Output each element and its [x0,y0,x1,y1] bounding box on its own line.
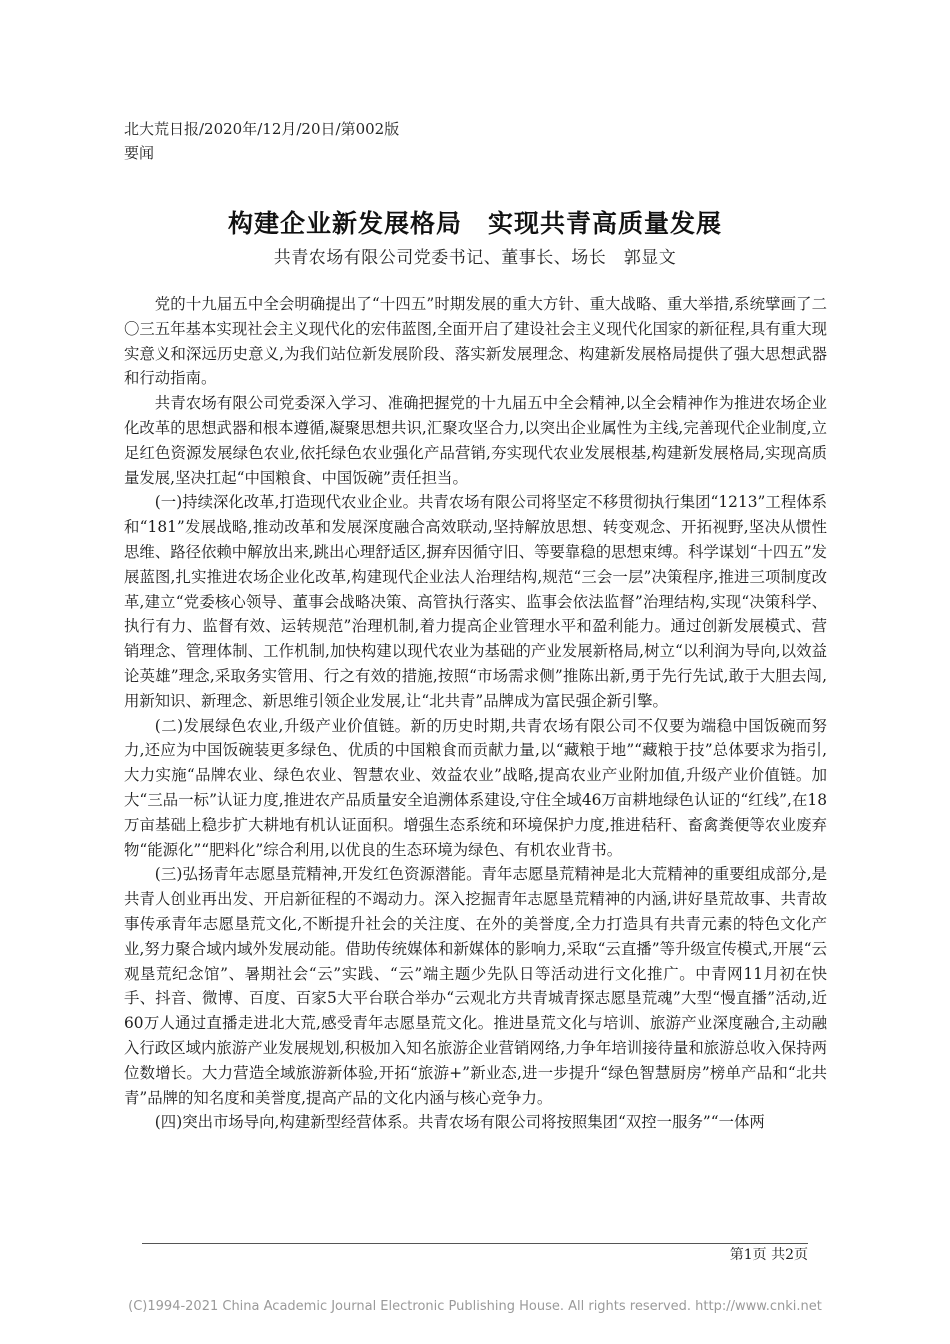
copyright-notice: (C)1994-2021 China Academic Journal Electronic Publishing House. All rights reserved. http://www.cnki.net [128,1299,822,1314]
paragraph-section-3: (三)弘扬青年志愿垦荒精神,开发红色资源潜能。青年志愿垦荒精神是北大荒精神的重要组成部分,是共青人创业再出发、开启新征程的不竭动力。深入挖掘青年志愿垦荒精神的内涵,讲好垦荒故事、共青故事传承青年志愿垦荒文化,不断提升社会的关注度、在外的美誉度,全力打造具有共青元素的特色文化产业,努力聚合域内域外发展动能。借助传统媒体和新媒体的影响力,采取“云直播”等升级宣传模式,开展“云观垦荒纪念馆”、暑期社会“云”实践、“云”端主题少先队日等活动进行文化推广。中青网11月初在快手、抖音、微博、百度、百家5大平台联合举办“云观北方共青城青探志愿垦荒魂”大型“慢直播”活动,近60万人通过直播走进北大荒,感受青年志愿垦荒文化。推进垦荒文化与培训、旅游产业深度融合,主动融入行政区域内旅游产业发展规划,积极加入知名旅游企业营销网络,力争年培训接待量和旅游总收入保持两位数增长。大力营造全域旅游新体验,开拓“旅游+”新业态,进一步提升“绿色智慧厨房”榜单产品和“北共青”品牌的知名度和美誉度,提高产品的文化内涵与核心竞争力。 [124,865,827,1107]
paragraph-intro: 党的十九届五中全会明确提出了“十四五”时期发展的重大方针、重大战略、重大举措,系统擘画了二〇三五年基本实现社会主义现代化的宏伟蓝图,全面开启了建设社会主义现代化国家的新征程,具有重大现实意义和深远历史意义,为我们站位新发展阶段、落实新发展理念、构建新发展格局提供了强大思想武器和行动指南。 [124,295,827,388]
paragraph-section-4: (四)突出市场导向,构建新型经营体系。共青农场有限公司将按照集团“双控一服务”“一体两 [154,1113,765,1132]
footer-divider [142,1243,808,1244]
paragraph-section-1: (一)持续深化改革,打造现代农业企业。共青农场有限公司将坚定不移贯彻执行集团“1213”工程体系和“181”发展战略,推动改革和发展深度融合高效联动,坚持解放思想、转变观念、开拓视野,坚决从惯性思维、路径依赖中解放出来,跳出心理舒适区,摒弃因循守旧、等要靠稳的思想束缚。科学谋划“十四五”发展蓝图,扎实推进农场企业化改革,构建现代企业法人治理结构,规范“三会一层”决策程序,推进三项制度改革,建立“党委核心领导、董事会战略决策、高管执行落实、监事会依法监督”治理结构,实现“决策科学、执行有力、监督有效、运转规范”治理机制,着力提高企业管理水平和盈利能力。通过创新发展模式、营销理念、管理体制、工作机制,加快构建以现代农业为基础的产业发展新格局,树立“以利润为导向,以效益论英雄”理念,采取务实管用、行之有效的措施,按照“市场需求侧”推陈出新,勇于先行先试,敢于大胆去闯,用新知识、新理念、新思维引领企业发展,让“北共青”品牌成为富民强企新引擎。 [124,493,827,710]
article-title: 构建企业新发展格局 实现共青高质量发展 [227,208,722,238]
page-number: 第1页 共2页 [729,1247,808,1263]
publication-source: 北大荒日报/2020年/12月/20日/第002版 [124,120,400,138]
article-author: 共青农场有限公司党委书记、董事长、场长 郭显文 [273,248,677,268]
article-body [124,292,827,1135]
paragraph-section-2: (二)发展绿色农业,升级产业价值链。新的历史时期,共青农场有限公司不仅要为端稳中国饭碗而努力,还应为中国饭碗装更多绿色、优质的中国粮食而贡献力量,以“藏粮于地”“藏粮于技”总体要求为指引,大力实施“品牌农业、绿色农业、智慧农业、效益农业”战略,提高农业产业附加值,升级产业价值链。加大“三品一标”认证力度,推进农产品质量安全追溯体系建设,守住全域46万亩耕地绿色认证的“红线”,在18万亩基础上稳步扩大耕地有机认证面积。增强生态系统和环境保护力度,推进秸秆、畜禽粪便等农业废弃物“能源化”“肥料化”综合利用,以优良的生态环境为绿色、有机农业背书。 [124,716,827,859]
section-label: 要闻 [124,144,155,162]
paragraph-overview: 共青农场有限公司党委深入学习、准确把握党的十九届五中全会精神,以全会精神作为推进农场企业化改革的思想武器和根本遵循,凝聚思想共识,汇聚攻坚合力,以突出企业属性为主线,完善现代企业制度,立足红色资源发展绿色农业,依托绿色农业强化产品营销,夯实现代农业发展根基,构建新发展格局,实现高质量发展,坚决扛起“中国粮食、中国饭碗”责任担当。 [124,394,827,487]
